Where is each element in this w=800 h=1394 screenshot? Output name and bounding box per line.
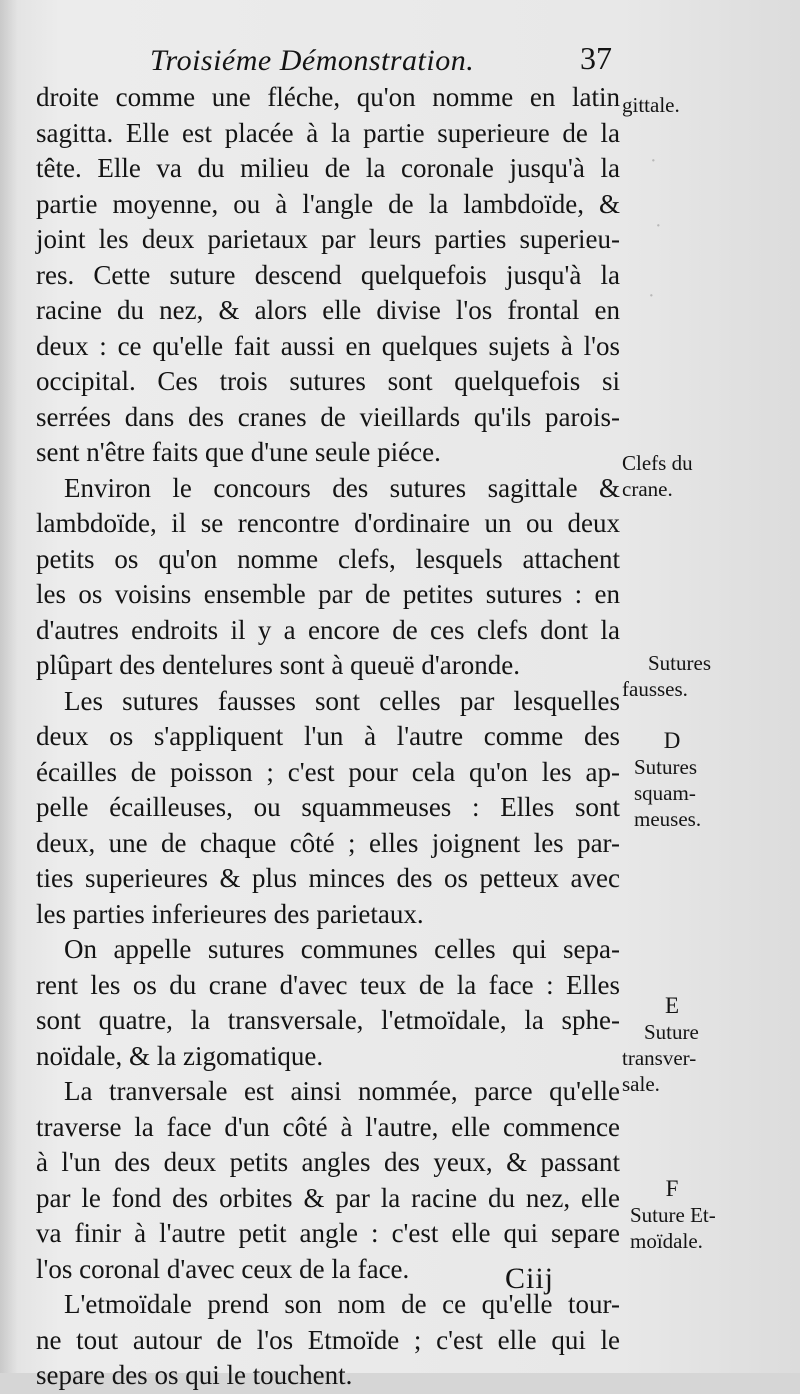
text-line: écailles de poisson ; c'est pour cela qu'on les ap- — [36, 756, 620, 787]
text-line: sent n'être faits que d'une seule piéce. — [36, 437, 441, 467]
text-line: rent les os du crane d'avec teux de la face : Elles — [36, 969, 620, 1000]
main-text-block — [36, 80, 620, 1394]
text-line: les parties inferieures des parietaux. — [36, 898, 424, 929]
paragraph-start-line: On appelle sutures communes celles qui sepa- — [64, 934, 620, 964]
margin-note-text: gittale. — [622, 93, 680, 117]
margin-note-clefs — [622, 450, 693, 502]
margin-note-transversale — [622, 993, 722, 1097]
text-line: d'autres endroits il y a encore de ces clefs dont la — [36, 614, 620, 645]
text-line: deux os s'appliquent l'un à l'autre comme des — [36, 721, 620, 751]
text-line: tête. Elle va du milieu de la coronale jusqu'à la — [36, 153, 620, 183]
paragraph-start-line: La tranversale est ainsi nommée, parce qu'elle — [64, 1076, 620, 1106]
margin-note-line: Sutures — [634, 755, 697, 779]
text-line: ties superieures & plus minces des os petteux avec — [36, 863, 620, 893]
margin-note-line: squam- — [634, 781, 696, 805]
margin-note-line: Clefs du — [622, 451, 693, 475]
text-line: ne tout autour de l'os Etmoïde ; c'est elle qui le — [36, 1324, 620, 1355]
text-line: pelle écailleuses, ou squammeuses : Elles sont — [36, 792, 620, 822]
text-line: va finir à l'autre petit angle : c'est elle qui separe — [36, 1218, 620, 1248]
text-line: noïdale, & la zigomatique. — [36, 1040, 324, 1071]
paragraph-start-line: Environ le concours des sutures sagittale & — [64, 472, 620, 503]
show-through-mark: · — [648, 285, 655, 307]
text-line: sont quatre, la transversale, l'etmoïdale, la sphe- — [36, 1005, 620, 1035]
margin-note-letter: F — [665, 1176, 679, 1201]
text-line: les os voisins ensemble par de petites sutures : en — [36, 579, 620, 609]
margin-note-line: meuses. — [634, 807, 702, 831]
text-line: occipital. Ces trois sutures sont quelquefois si — [36, 366, 620, 396]
text-line: traverse la face d'un côté à l'autre, elle commence — [36, 1111, 620, 1142]
text-line: à l'un des deux petits angles des yeux, & passant — [36, 1147, 620, 1177]
text-line: l'os coronal d'avec ceux de la face. — [36, 1253, 410, 1284]
show-through-mark: · — [650, 150, 657, 172]
margin-note-line: sale. — [622, 1072, 660, 1096]
text-line: serrées dans des cranes de vieillards qu'ils parois- — [36, 401, 620, 432]
margin-note-line: transver- — [622, 1046, 697, 1070]
margin-note-line: crane. — [622, 477, 673, 501]
text-line: lambdoïde, il se rencontre d'ordinaire un ou deux — [36, 508, 620, 538]
running-title: Troisiéme Démonstration. — [150, 44, 475, 77]
text-line: racine du nez, & alors elle divise l'os frontal en — [36, 295, 620, 325]
text-line: deux, une de chaque côté ; elles joignent les par- — [36, 827, 620, 858]
paragraph-start-line: L'etmoïdale prend son nom de ce qu'elle tour- — [64, 1289, 620, 1319]
margin-note-line: Suture Et- — [630, 1203, 716, 1227]
margin-note-line: Sutures — [648, 651, 711, 675]
show-through-mark: · — [655, 215, 662, 237]
margin-note-line: Suture — [644, 1020, 699, 1044]
page-number: 37 — [580, 40, 612, 76]
text-line: petits os qu'on nomme clefs, lesquels attachent — [36, 543, 620, 574]
text-line: joint les deux parietaux par leurs parties superieu- — [36, 224, 620, 254]
text-line: plûpart des dentelures sont à queuë d'aronde. — [36, 650, 520, 680]
margin-note-letter: D — [663, 728, 681, 753]
signature-mark: Ciij — [505, 1262, 555, 1295]
text-line: deux : ce qu'elle fait aussi en quelques sujets à l'os — [36, 330, 620, 361]
margin-note-squammeuses — [622, 728, 722, 832]
margin-note-line: fausses. — [622, 677, 688, 701]
margin-note-fausses — [622, 650, 711, 702]
paragraph-start-line: Les sutures fausses sont celles par lesquelles — [64, 685, 620, 716]
margin-note-letter: E — [664, 993, 680, 1018]
margin-note-line: moïdale. — [630, 1229, 703, 1253]
text-line: sagitta. Elle est placée à la partie superieure de la — [36, 117, 620, 148]
page-header — [150, 40, 620, 80]
margin-note-etmoidale — [622, 1176, 722, 1254]
text-line: partie moyenne, ou à l'angle de la lambdoïde, & — [36, 188, 620, 219]
text-line: droite comme une fléche, qu'on nomme en latin — [36, 82, 620, 112]
text-line: separe des os qui le touchent. — [36, 1360, 353, 1390]
text-line: res. Cette suture descend quelquefois jusqu'à la — [36, 259, 620, 290]
text-line: par le fond des orbites & par la racine du nez, elle — [36, 1182, 620, 1213]
margin-note-sagittale — [622, 92, 680, 118]
